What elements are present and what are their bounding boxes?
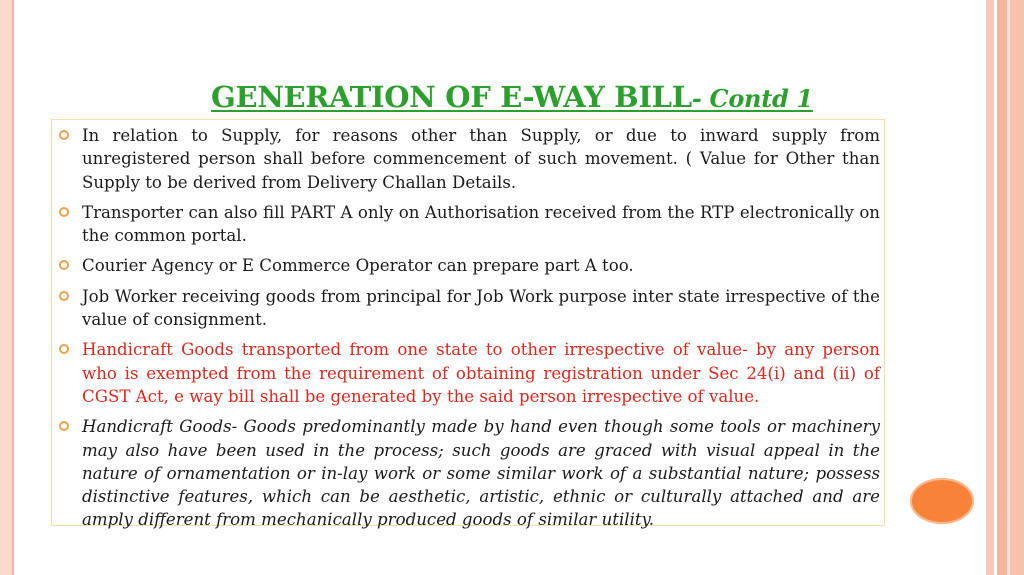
bullet-text: Handicraft Goods transported from one state to other irrespective of value- by any person who is exempted from the requirement of obtaining registration under Sec 24(i) and (ii) of CGST Act, e way bill shall be generated by the said person irrespective of value.: [82, 340, 880, 406]
bullet-list: [55, 124, 880, 539]
bullet-circle-icon: [59, 291, 69, 301]
bullet-item-highlighted: [55, 338, 880, 408]
bullet-circle-icon: [59, 421, 69, 431]
bullet-item: [55, 285, 880, 332]
bullet-text: In relation to Supply, for reasons other than Supply, or due to inward supply from unregistered person shall before commencement of such movement. ( Value for Other than Supply to be derived from Delivery Challan Details.: [82, 126, 880, 192]
bullet-circle-icon: [59, 130, 69, 140]
bullet-text: Job Worker receiving goods from principal for Job Work purpose inter state irrespective of the value of consignment.: [82, 286, 880, 330]
bullet-text: Courier Agency or E Commerce Operator can prepare part A too.: [82, 256, 634, 276]
slide-title-main: GENERATION OF E-WAY BILL: [211, 80, 692, 114]
bullet-circle-icon: [59, 260, 69, 270]
bullet-circle-icon: [59, 207, 69, 217]
bullet-text: Transporter can also fill PART A only on Authorisation received from the RTP electronically on the common portal.: [82, 202, 880, 246]
bullet-text: Handicraft Goods- Goods predominantly made by hand even though some tools or machinery may also have been used in the process; such goods are graced with visual appeal in the nature of ornamentation or in-lay work or some similar work of a substantial nature; possess distinctive features, which can be aesthetic, artistic, ethnic or culturally attached and are amply different from mechanically produced goods of similar utility.: [82, 417, 880, 530]
bullet-item-definition: [55, 415, 880, 531]
bullet-item: [55, 124, 880, 194]
slide-title-suffix: - Contd 1: [691, 84, 813, 113]
slide-title: [0, 80, 1024, 114]
bullet-item: [55, 201, 880, 248]
bullet-item: [55, 254, 880, 277]
bullet-circle-icon: [59, 344, 69, 354]
orange-circle-decoration: [910, 478, 974, 524]
